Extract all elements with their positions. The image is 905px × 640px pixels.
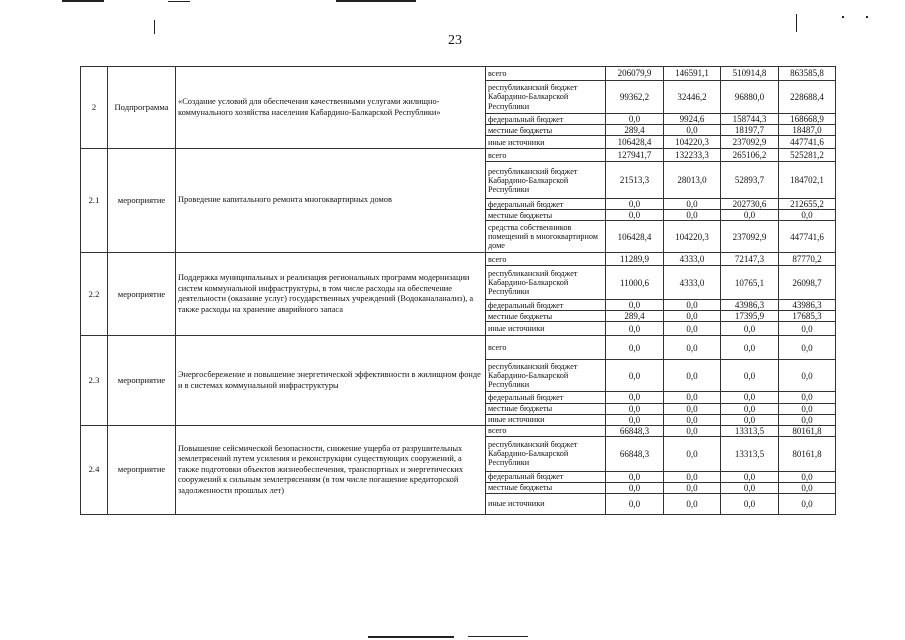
funding-source: республиканский бюджет Кабардино-Балкарской Республики bbox=[486, 162, 606, 199]
amount-cell: 4333,0 bbox=[664, 266, 721, 300]
amount-cell: 237092,9 bbox=[721, 136, 779, 149]
amount-cell: 18197,7 bbox=[721, 125, 779, 136]
funding-source: всего bbox=[486, 336, 606, 360]
scan-mark-top-dash bbox=[168, 1, 190, 2]
amount-cell: 0,0 bbox=[721, 471, 779, 482]
amount-cell: 0,0 bbox=[779, 322, 836, 336]
amount-cell: 0,0 bbox=[779, 336, 836, 360]
amount-cell: 43986,3 bbox=[721, 300, 779, 311]
amount-cell: 9924,6 bbox=[664, 114, 721, 125]
amount-cell: 158744,3 bbox=[721, 114, 779, 125]
amount-cell: 11000,6 bbox=[606, 266, 664, 300]
amount-cell: 28013,0 bbox=[664, 162, 721, 199]
funding-source: республиканский бюджет Кабардино-Балкарской Республики bbox=[486, 266, 606, 300]
amount-cell: 127941,7 bbox=[606, 149, 664, 162]
row-type: мероприятие bbox=[108, 336, 176, 425]
amount-cell: 66848,3 bbox=[606, 425, 664, 436]
amount-cell: 206079,9 bbox=[606, 67, 664, 81]
amount-cell: 0,0 bbox=[664, 493, 721, 514]
amount-cell: 13313,5 bbox=[721, 425, 779, 436]
amount-cell: 0,0 bbox=[779, 414, 836, 425]
amount-cell: 0,0 bbox=[721, 414, 779, 425]
scan-mark-left-tick bbox=[154, 20, 155, 34]
amount-cell: 0,0 bbox=[721, 210, 779, 221]
budget-table bbox=[80, 66, 836, 515]
amount-cell: 0,0 bbox=[721, 336, 779, 360]
funding-source: республиканский бюджет Кабардино-Балкарской Республики bbox=[486, 360, 606, 392]
amount-cell: 43986,3 bbox=[779, 300, 836, 311]
amount-cell: 0,0 bbox=[664, 471, 721, 482]
funding-source: иные источники bbox=[486, 493, 606, 514]
amount-cell: 0,0 bbox=[606, 210, 664, 221]
amount-cell: 87770,2 bbox=[779, 253, 836, 266]
amount-cell: 17395,9 bbox=[721, 311, 779, 322]
row-number: 2 bbox=[81, 67, 108, 149]
amount-cell: 4333,0 bbox=[664, 253, 721, 266]
amount-cell: 863585,8 bbox=[779, 67, 836, 81]
row-name: «Создание условий для обеспечения качественными услугами жилищно-коммунального хозяйства населения Кабардино-Балкарской Республики» bbox=[176, 67, 486, 149]
amount-cell: 106428,4 bbox=[606, 221, 664, 253]
amount-cell: 184702,1 bbox=[779, 162, 836, 199]
funding-source: местные бюджеты bbox=[486, 311, 606, 322]
amount-cell: 0,0 bbox=[664, 403, 721, 414]
amount-cell: 0,0 bbox=[606, 392, 664, 403]
row-type: мероприятие bbox=[108, 425, 176, 514]
amount-cell: 106428,4 bbox=[606, 136, 664, 149]
amount-cell: 0,0 bbox=[721, 322, 779, 336]
amount-cell: 0,0 bbox=[664, 322, 721, 336]
amount-cell: 0,0 bbox=[779, 471, 836, 482]
amount-cell: 0,0 bbox=[664, 414, 721, 425]
amount-cell: 0,0 bbox=[664, 392, 721, 403]
amount-cell: 0,0 bbox=[779, 482, 836, 493]
amount-cell: 72147,3 bbox=[721, 253, 779, 266]
amount-cell: 228688,4 bbox=[779, 81, 836, 114]
amount-cell: 510914,8 bbox=[721, 67, 779, 81]
funding-source: иные источники bbox=[486, 136, 606, 149]
amount-cell: 0,0 bbox=[721, 392, 779, 403]
table-row bbox=[81, 149, 836, 162]
funding-source: всего bbox=[486, 67, 606, 81]
amount-cell: 0,0 bbox=[664, 125, 721, 136]
amount-cell: 0,0 bbox=[721, 360, 779, 392]
amount-cell: 168668,9 bbox=[779, 114, 836, 125]
amount-cell: 0,0 bbox=[606, 493, 664, 514]
scan-mark-bottom-2 bbox=[468, 636, 528, 637]
scan-mark-top-center bbox=[336, 0, 416, 2]
amount-cell: 0,0 bbox=[606, 471, 664, 482]
amount-cell: 0,0 bbox=[606, 114, 664, 125]
amount-cell: 0,0 bbox=[664, 436, 721, 471]
amount-cell: 0,0 bbox=[606, 414, 664, 425]
scan-dot-right-1 bbox=[842, 16, 844, 18]
amount-cell: 0,0 bbox=[606, 300, 664, 311]
amount-cell: 18487,0 bbox=[779, 125, 836, 136]
row-number: 2.3 bbox=[81, 336, 108, 425]
amount-cell: 0,0 bbox=[606, 482, 664, 493]
amount-cell: 0,0 bbox=[664, 425, 721, 436]
funding-source: местные бюджеты bbox=[486, 482, 606, 493]
amount-cell: 0,0 bbox=[664, 300, 721, 311]
funding-source: федеральный бюджет bbox=[486, 471, 606, 482]
amount-cell: 525281,2 bbox=[779, 149, 836, 162]
table-row bbox=[81, 67, 836, 81]
funding-source: средства собственников помещений в многоквартирном доме bbox=[486, 221, 606, 253]
amount-cell: 0,0 bbox=[606, 360, 664, 392]
funding-source: иные источники bbox=[486, 322, 606, 336]
amount-cell: 0,0 bbox=[664, 360, 721, 392]
funding-source: всего bbox=[486, 425, 606, 436]
amount-cell: 80161,8 bbox=[779, 425, 836, 436]
amount-cell: 289,4 bbox=[606, 125, 664, 136]
amount-cell: 0,0 bbox=[606, 403, 664, 414]
amount-cell: 447741,6 bbox=[779, 221, 836, 253]
amount-cell: 289,4 bbox=[606, 311, 664, 322]
amount-cell: 13313,5 bbox=[721, 436, 779, 471]
funding-source: местные бюджеты bbox=[486, 125, 606, 136]
scan-mark-top-left bbox=[62, 0, 104, 2]
row-type: мероприятие bbox=[108, 253, 176, 336]
row-number: 2.4 bbox=[81, 425, 108, 514]
amount-cell: 0,0 bbox=[664, 336, 721, 360]
row-name: Поддержка муниципальных и реализация региональных программ модернизации систем коммунальной инфраструктуры, в том числе расходы на обеспечение деятельности (оказание услуг) государственных учреждений (Водоканаланализ), а также расходы на хранение аварийного запаса bbox=[176, 253, 486, 336]
amount-cell: 52893,7 bbox=[721, 162, 779, 199]
amount-cell: 0,0 bbox=[664, 210, 721, 221]
amount-cell: 17685,3 bbox=[779, 311, 836, 322]
scan-dot-right-2 bbox=[866, 16, 868, 18]
funding-source: всего bbox=[486, 253, 606, 266]
amount-cell: 0,0 bbox=[779, 360, 836, 392]
amount-cell: 0,0 bbox=[664, 482, 721, 493]
amount-cell: 0,0 bbox=[779, 403, 836, 414]
amount-cell: 265106,2 bbox=[721, 149, 779, 162]
amount-cell: 0,0 bbox=[779, 210, 836, 221]
amount-cell: 146591,1 bbox=[664, 67, 721, 81]
funding-source: республиканский бюджет Кабардино-Балкарской Республики bbox=[486, 81, 606, 114]
amount-cell: 26098,7 bbox=[779, 266, 836, 300]
funding-source: всего bbox=[486, 149, 606, 162]
amount-cell: 21513,3 bbox=[606, 162, 664, 199]
table-row bbox=[81, 336, 836, 360]
amount-cell: 0,0 bbox=[721, 493, 779, 514]
funding-source: федеральный бюджет bbox=[486, 114, 606, 125]
funding-source: федеральный бюджет bbox=[486, 199, 606, 210]
row-name: Проведение капитального ремонта многоквартирных домов bbox=[176, 149, 486, 253]
amount-cell: 0,0 bbox=[606, 336, 664, 360]
amount-cell: 132233,3 bbox=[664, 149, 721, 162]
amount-cell: 0,0 bbox=[664, 199, 721, 210]
amount-cell: 0,0 bbox=[664, 311, 721, 322]
amount-cell: 0,0 bbox=[721, 403, 779, 414]
amount-cell: 10765,1 bbox=[721, 266, 779, 300]
amount-cell: 237092,9 bbox=[721, 221, 779, 253]
amount-cell: 0,0 bbox=[606, 199, 664, 210]
page-number: 23 bbox=[448, 33, 462, 48]
row-type: мероприятие bbox=[108, 149, 176, 253]
table-row bbox=[81, 253, 836, 266]
scan-mark-right-tick bbox=[796, 14, 797, 32]
scan-mark-bottom bbox=[368, 636, 454, 638]
amount-cell: 447741,6 bbox=[779, 136, 836, 149]
amount-cell: 99362,2 bbox=[606, 81, 664, 114]
row-name: Повышение сейсмической безопасности, снижение ущерба от разрушительных землетрясений путем усиления и реконструкции существующих сооружений, а также подготовки объектов жизнеобеспечения, транспортных и энергетических сооружений к сильным землетрясениям (в том числе погашение кредиторской задолженности прошлых лет) bbox=[176, 425, 486, 514]
funding-source: федеральный бюджет bbox=[486, 392, 606, 403]
funding-source: федеральный бюджет bbox=[486, 300, 606, 311]
funding-source: местные бюджеты bbox=[486, 403, 606, 414]
row-number: 2.1 bbox=[81, 149, 108, 253]
amount-cell: 0,0 bbox=[779, 392, 836, 403]
amount-cell: 80161,8 bbox=[779, 436, 836, 471]
row-number: 2.2 bbox=[81, 253, 108, 336]
amount-cell: 212655,2 bbox=[779, 199, 836, 210]
amount-cell: 66848,3 bbox=[606, 436, 664, 471]
row-type: Подпрограмма bbox=[108, 67, 176, 149]
funding-source: республиканский бюджет Кабардино-Балкарской Республики bbox=[486, 436, 606, 471]
amount-cell: 0,0 bbox=[779, 493, 836, 514]
row-name: Энергосбережение и повышение энергетической эффективности в жилищном фонде и в системах коммунальной инфраструктуры bbox=[176, 336, 486, 425]
funding-source: иные источники bbox=[486, 414, 606, 425]
funding-source: местные бюджеты bbox=[486, 210, 606, 221]
amount-cell: 96880,0 bbox=[721, 81, 779, 114]
amount-cell: 32446,2 bbox=[664, 81, 721, 114]
amount-cell: 11289,9 bbox=[606, 253, 664, 266]
amount-cell: 0,0 bbox=[606, 322, 664, 336]
table-row bbox=[81, 425, 836, 436]
amount-cell: 202730,6 bbox=[721, 199, 779, 210]
amount-cell: 104220,3 bbox=[664, 136, 721, 149]
amount-cell: 104220,3 bbox=[664, 221, 721, 253]
amount-cell: 0,0 bbox=[721, 482, 779, 493]
